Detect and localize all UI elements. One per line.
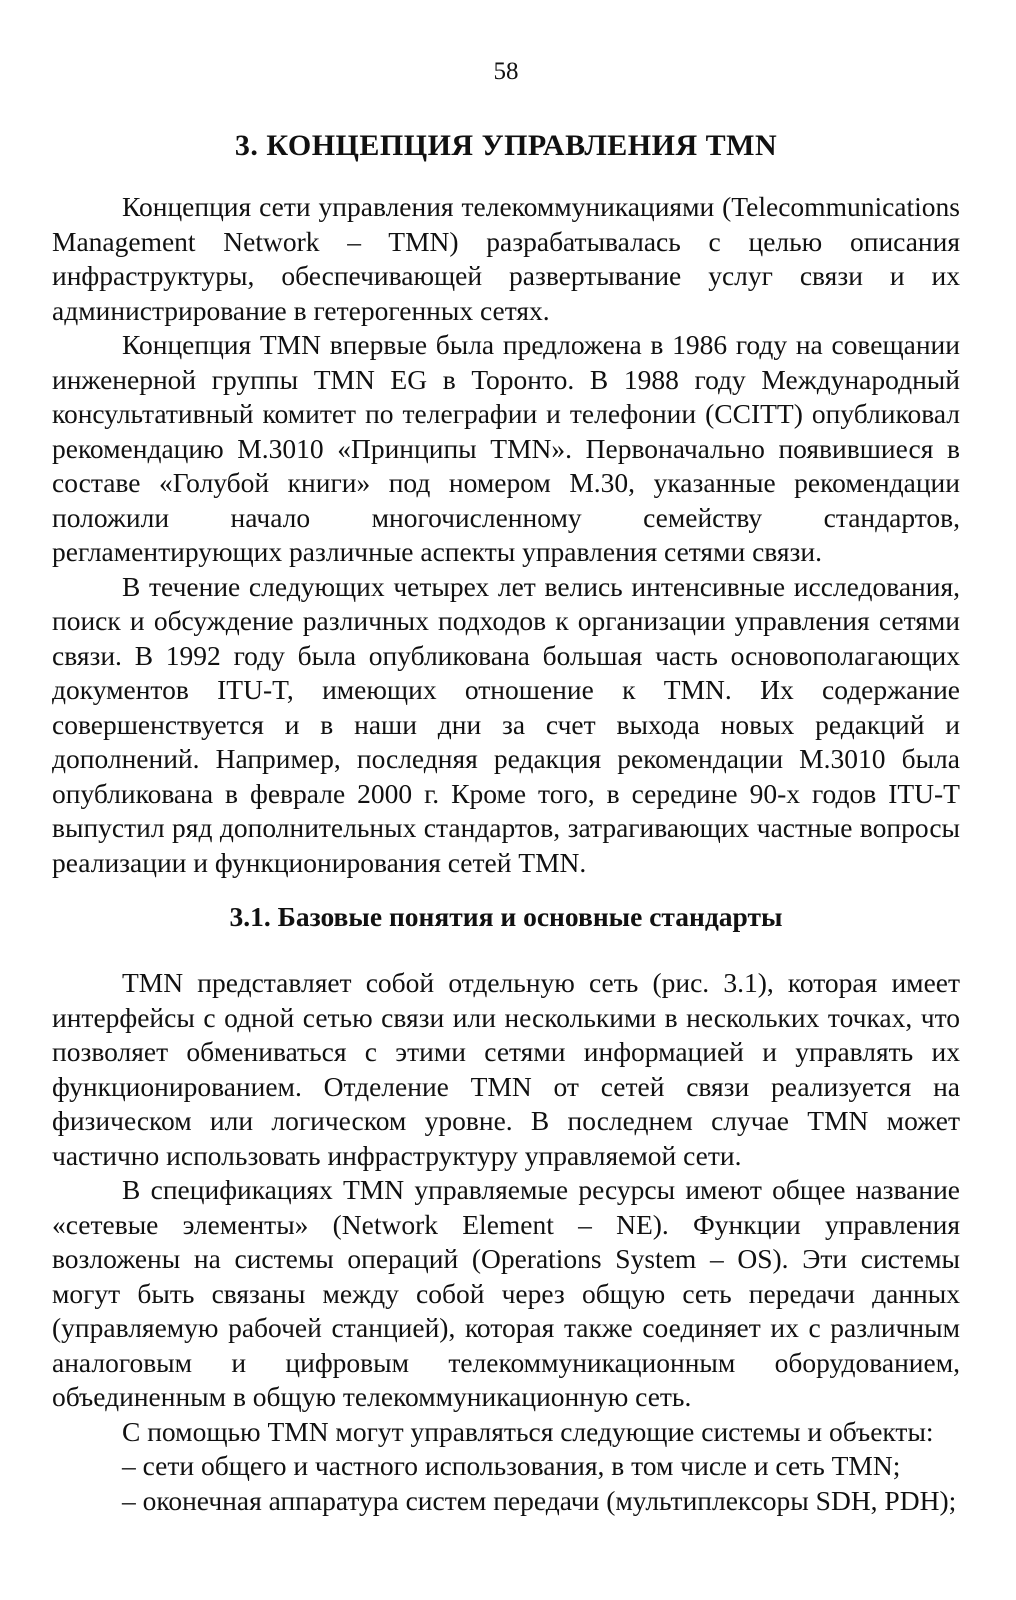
list-item: – сети общего и частного использования, в том числе и сеть TMN; — [122, 1450, 901, 1481]
intro-body — [52, 190, 960, 880]
page-number: 58 — [493, 58, 519, 85]
chapter-title: 3. КОНЦЕПЦИЯ УПРАВЛЕНИЯ TMN — [234, 129, 778, 162]
paragraph-section-1: TMN представляет собой отдельную сеть (рис. 3.1), которая имеет интерфейсы с одной сетью связи или несколькими в нескольких точках, что позволяет обмениваться с этими сетями информацией и управлять их функционированием. Отделение TMN от сетей связи реализуется на физическом или логическом уровне. В последнем случае TMN может частично использовать инфраструктуру управляемой сети. — [52, 967, 960, 1171]
paragraph-section-2: В спецификациях TMN управляемые ресурсы имеют общее название «сетевые элементы» (Network Element – NE). Функции управления возложены на системы операций (Operations System – OS). Эти системы могут быть связаны между собой через общую сеть передачи данных (управляемую рабочей станцией), которая также соединяет их с различным аналоговым и цифровым телекоммуникационным оборудованием, объединенным в общую телекоммуникационную сеть. — [52, 1174, 960, 1412]
list-item: – оконечная аппаратура систем передачи (мультиплексоры SDH, PDH); — [122, 1484, 957, 1516]
section-title: 3.1. Базовые понятия и основные стандарты — [229, 901, 783, 932]
paragraph-intro-2: Концепция TMN впервые была предложена в 1986 году на совещании инженерной группы TMN EG в Торонто. В 1988 году Международный консультативный комитет по телеграфии и телефонии (CCITT) опубликовал рекомендацию M.3010 «Принципы TMN». Первоначально появившиеся в составе «Голубой книги» под номером M.30, указанные рекомендации положили начало многочисленному семейству стандартов, регламентирующих различные аспекты управления сетями связи. — [52, 329, 960, 567]
document-page — [52, 0, 960, 1600]
section-body — [52, 966, 960, 1518]
paragraph-intro-1: Концепция сети управления телекоммуникациями (Telecommunications Management Network – TMN) разрабатывалась с целью описания инфраструктуры, обеспечивающей развертывание услуг связи и их администрирование в гетерогенных сетях. — [52, 191, 960, 326]
paragraph-section-3: С помощью TMN могут управляться следующие системы и объекты: — [122, 1415, 934, 1447]
paragraph-intro-3: В течение следующих четырех лет велись интенсивные исследования, поиск и обсуждение различных подходов к организации управления сетями связи. В 1992 году была опубликована большая часть основополагающих документов ITU-T, имеющих отношение к TMN. Их содержание совершенствуется и в наши дни за счет выхода новых редакций и дополнений. Например, последняя редакция рекомендации M.3010 была опубликована в феврале 2000 г. Кроме того, в середине 90-х годов ITU-T выпустил ряд дополнительных стандартов, затрагивающих частные вопросы реализации и функционирования сетей TMN. — [52, 570, 960, 878]
